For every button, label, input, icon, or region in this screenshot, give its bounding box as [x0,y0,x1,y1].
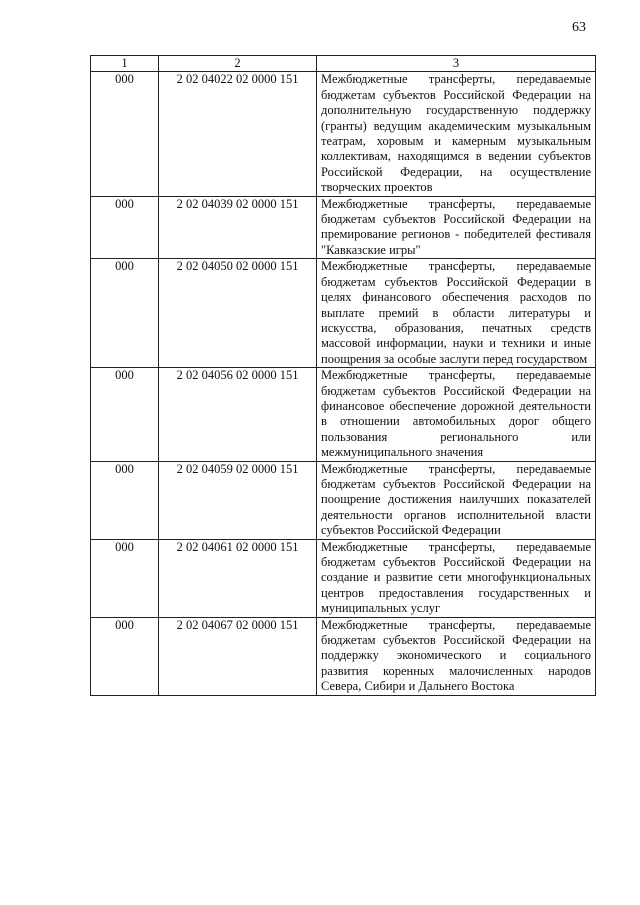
description-cell: Межбюджетные трансферты, передаваемые бюджетам субъектов Российской Федерации на создание и развитие сети многофункциональных центров предоставления государственных и муниципальных услуг [317,539,596,617]
description-cell: Межбюджетные трансферты, передаваемые бюджетам субъектов Российской Федерации на поддержку экономического и социального развития коренных малочисленных народов Севера, Сибири и Дальнего Востока [317,617,596,695]
table-row [91,259,596,368]
kbk-code-cell: 2 02 04050 02 0000 151 [159,259,317,368]
table-row [91,72,596,196]
kbk-code-cell: 2 02 04022 02 0000 151 [159,72,317,196]
description-cell: Межбюджетные трансферты, передаваемые бюджетам субъектов Российской Федерации на дополнительную государственную поддержку (гранты) ведущим академическим музыкальным театрам, хоровым и камерным музыкальным коллективам, находящимся в ведении субъектов Российской Федерации, на осуществление творческих проектов [317,72,596,196]
kbk-code-cell: 2 02 04067 02 0000 151 [159,617,317,695]
description-cell: Межбюджетные трансферты, передаваемые бюджетам субъектов Российской Федерации в целях финансового обеспечения расходов по выплате премий в области литературы и искусства, образования, печатных средств массовой информации, науки и техники и иные поощрения за особые заслуги перед государством [317,259,596,368]
table-row [91,539,596,617]
kbk-code-cell: 2 02 04056 02 0000 151 [159,368,317,461]
kbk-code-cell: 2 02 04059 02 0000 151 [159,461,317,539]
kbk-code-cell: 2 02 04061 02 0000 151 [159,539,317,617]
table-row [91,461,596,539]
table-row [91,617,596,695]
description-cell: Межбюджетные трансферты, передаваемые бюджетам субъектов Российской Федерации на премирование регионов - победителей фестиваля "Кавказские игры" [317,196,596,259]
admin-code-cell: 000 [91,539,159,617]
description-cell: Межбюджетные трансферты, передаваемые бюджетам субъектов Российской Федерации на финансовое обеспечение дорожной деятельности в отношении автомобильных дорог общего пользования регионального или межмуниципального значения [317,368,596,461]
kbk-code-cell: 2 02 04039 02 0000 151 [159,196,317,259]
table-header-row [91,56,596,72]
admin-code-cell: 000 [91,72,159,196]
admin-code-cell: 000 [91,368,159,461]
table-row [91,368,596,461]
admin-code-cell: 000 [91,461,159,539]
budget-classification-table [90,55,596,696]
table-row [91,196,596,259]
column-header-1: 1 [91,56,159,72]
admin-code-cell: 000 [91,617,159,695]
admin-code-cell: 000 [91,259,159,368]
column-header-3: 3 [317,56,596,72]
description-cell: Межбюджетные трансферты, передаваемые бюджетам субъектов Российской Федерации на поощрение достижения наилучших показателей деятельности органов исполнительной власти субъектов Российской Федерации [317,461,596,539]
page-number: 63 [572,20,586,35]
column-header-2: 2 [159,56,317,72]
admin-code-cell: 000 [91,196,159,259]
